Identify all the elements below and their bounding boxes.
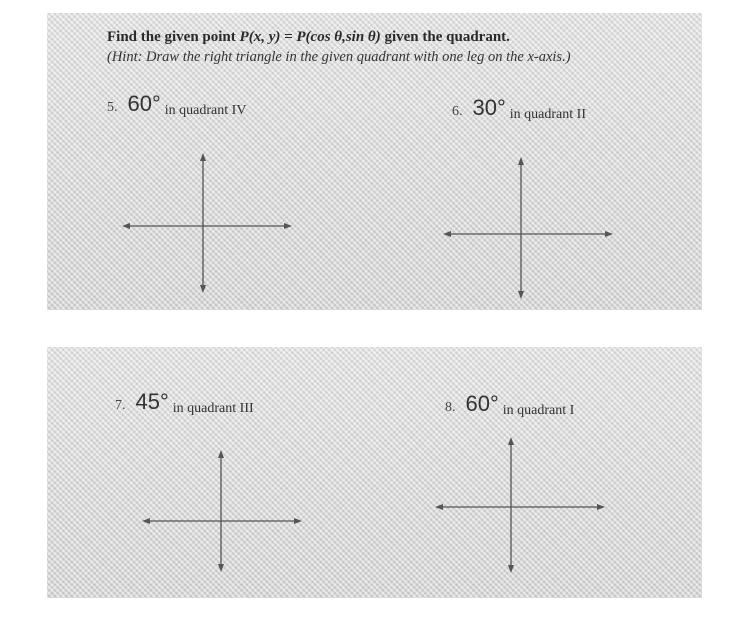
problem-quadrant: in quadrant III (172, 401, 254, 416)
problem-quadrant: in quadrant I (502, 403, 575, 418)
problem-quadrant: in quadrant II (509, 107, 586, 122)
worksheet-panel-top (47, 13, 702, 310)
coordinate-axes-5 (122, 153, 292, 293)
instructions-hint: (Hint: Draw the right triangle in the given quadrant with one leg on the x-axis.) (107, 49, 571, 65)
problem-number: 5. (107, 100, 118, 115)
problem-angle: 30° (472, 95, 506, 120)
problem-quadrant: in quadrant IV (164, 103, 247, 118)
heading-formula: P(x, y) = P(cos θ,sin θ) (239, 29, 381, 45)
problem-5 (107, 91, 246, 117)
heading-text-end: given the quadrant. (380, 29, 510, 45)
problem-7 (115, 389, 254, 415)
problem-angle: 60° (127, 91, 161, 116)
worksheet-panel-bottom (47, 347, 702, 598)
problem-angle: 60° (465, 391, 499, 416)
problem-number: 7. (115, 398, 126, 413)
coordinate-axes-6 (443, 157, 613, 299)
heading-text-start: Find the given point (107, 29, 240, 45)
problem-number: 8. (445, 400, 456, 415)
coordinate-axes-7 (142, 450, 302, 572)
problem-8 (445, 391, 574, 417)
problem-angle: 45° (135, 389, 169, 414)
coordinate-axes-8 (435, 437, 605, 573)
instructions-heading (107, 29, 510, 46)
problem-6 (452, 95, 586, 121)
problem-number: 6. (452, 104, 463, 119)
